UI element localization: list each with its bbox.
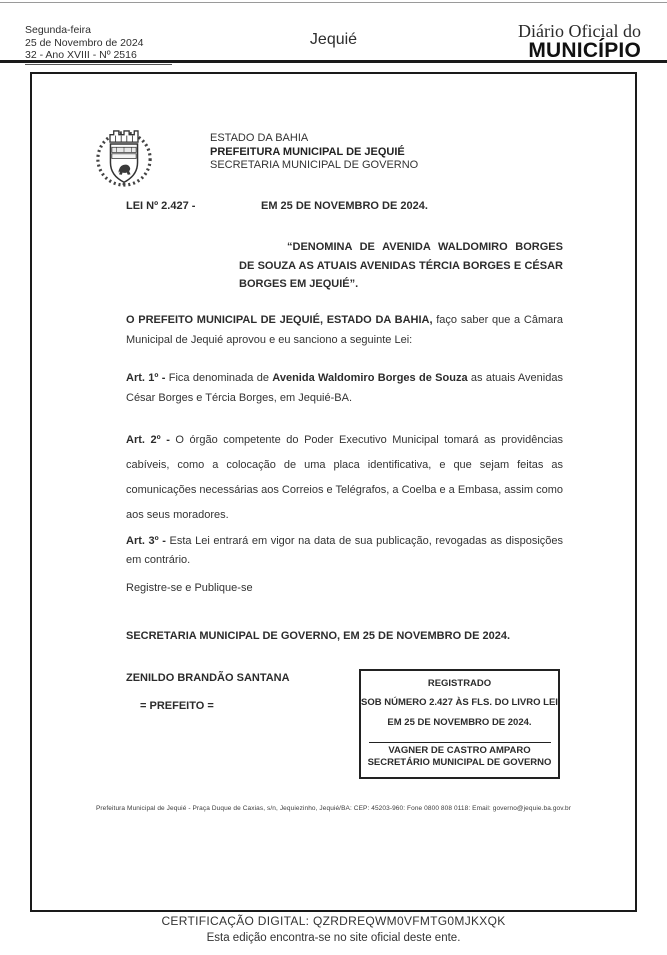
- registration-signature-line: [369, 742, 551, 743]
- closing-formula: Registre-se e Publique-se: [126, 582, 253, 594]
- preamble-bold: O PREFEITO MUNICIPAL DE JEQUIÉ, ESTADO DA BAHIA,: [126, 314, 433, 326]
- registrar-name: VAGNER DE CASTRO AMPARO: [388, 745, 531, 756]
- secretariat-date-line: SECRETARIA MUNICIPAL DE GOVERNO, EM 25 DE NOVEMBRO DE 2024.: [126, 630, 511, 642]
- edition-date: 25 de Novembro de 2024: [25, 36, 144, 49]
- article-1-avenue-name: Avenida Waldomiro Borges de Souza: [272, 372, 468, 384]
- letterhead-state: ESTADO DA BAHIA: [210, 132, 309, 144]
- gazette-logo: [518, 22, 641, 61]
- article-2-text: O órgão competente do Poder Executivo Municipal tomará as providências cabíveis, como a colocação de uma placa identificativa, e que sejam feitas as comunicações necessárias aos Correios e Telégrafos, a Coelba e a Embasa, assim como aos seus moradores.: [126, 434, 564, 521]
- mayor-name: ZENILDO BRANDÃO SANTANA: [126, 672, 290, 684]
- mayor-title: = PREFEITO =: [140, 700, 214, 712]
- article-3-label: Art. 3º -: [126, 535, 166, 547]
- jequie-coat-of-arms-icon: [96, 128, 152, 188]
- article-2-label: Art. 2º -: [126, 434, 170, 446]
- certification-footer: [0, 914, 667, 944]
- law-date: EM 25 DE NOVEMBRO DE 2024.: [261, 200, 428, 212]
- registrar-title: SECRETÁRIO MUNICIPAL DE GOVERNO: [367, 756, 552, 768]
- law-number: LEI Nº 2.427 -: [126, 200, 196, 212]
- preamble-rest: faço saber que a Câmara Municipal de Jequié aprovou e eu sanciono a seguinte Lei:: [126, 314, 564, 346]
- document-page: [30, 72, 637, 912]
- article-3: [126, 532, 563, 570]
- article-1-pre: Fica denominada de: [165, 372, 273, 384]
- letterhead: [210, 132, 418, 173]
- article-1: [126, 368, 563, 408]
- law-preamble: [126, 310, 563, 350]
- digital-certification-code: CERTIFICAÇÃO DIGITAL: QZRDREQWM0VFMTG0MJKXQK: [161, 914, 506, 928]
- article-2: [126, 428, 563, 528]
- registration-title: REGISTRADO: [427, 678, 492, 689]
- registration-date-line: EM 25 DE NOVEMBRO DE 2024.: [387, 717, 532, 728]
- article-3-text: Esta Lei entrará em vigor na data de sua publicação, revogadas as disposições em contrário.: [126, 535, 564, 566]
- registration-stamp-box: [359, 669, 560, 779]
- gazette-logo-line1: Diário Oficial do: [518, 21, 641, 41]
- article-1-label: Art. 1º -: [126, 372, 166, 384]
- letterhead-department: SECRETARIA MUNICIPAL DE GOVERNO: [210, 159, 419, 171]
- letterhead-entity: PREFEITURA MUNICIPAL DE JEQUIÉ: [210, 145, 405, 158]
- municipality-address-footer: Prefeitura Municipal de Jequié - Praça Duque de Caxias, s/n, Jequiezinho, Jequié/BA: CEP: 45203-960: Fone 0800 808 0118: Email: governo@jequie.ba.gov.br: [95, 805, 572, 812]
- edition-weekday: Segunda-feira: [25, 24, 91, 36]
- official-site-note: Esta edição encontra-se no site oficial deste ente.: [206, 932, 461, 944]
- municipality-name: Jequié: [309, 31, 358, 48]
- law-epigraph: “DENOMINA DE AVENIDA WALDOMIRO BORGES DE SOUZA AS ATUAIS AVENIDAS TÉRCIA BORGES E CÉSAR BORGES EM JEQUIÉ”.: [239, 241, 563, 290]
- masthead: [0, 0, 667, 63]
- law-number-line: [126, 200, 563, 212]
- edition-number: 32 - Ano XVIII - Nº 2516: [25, 49, 137, 61]
- gazette-logo-line2: MUNICÍPIO: [528, 39, 641, 62]
- registration-number-line: SOB NÚMERO 2.427 ÀS FLS. DO LIVRO LEI: [361, 697, 558, 708]
- article-1-post: as atuais Avenidas César Borges e Tércia Borges, em Jequié-BA.: [126, 372, 563, 404]
